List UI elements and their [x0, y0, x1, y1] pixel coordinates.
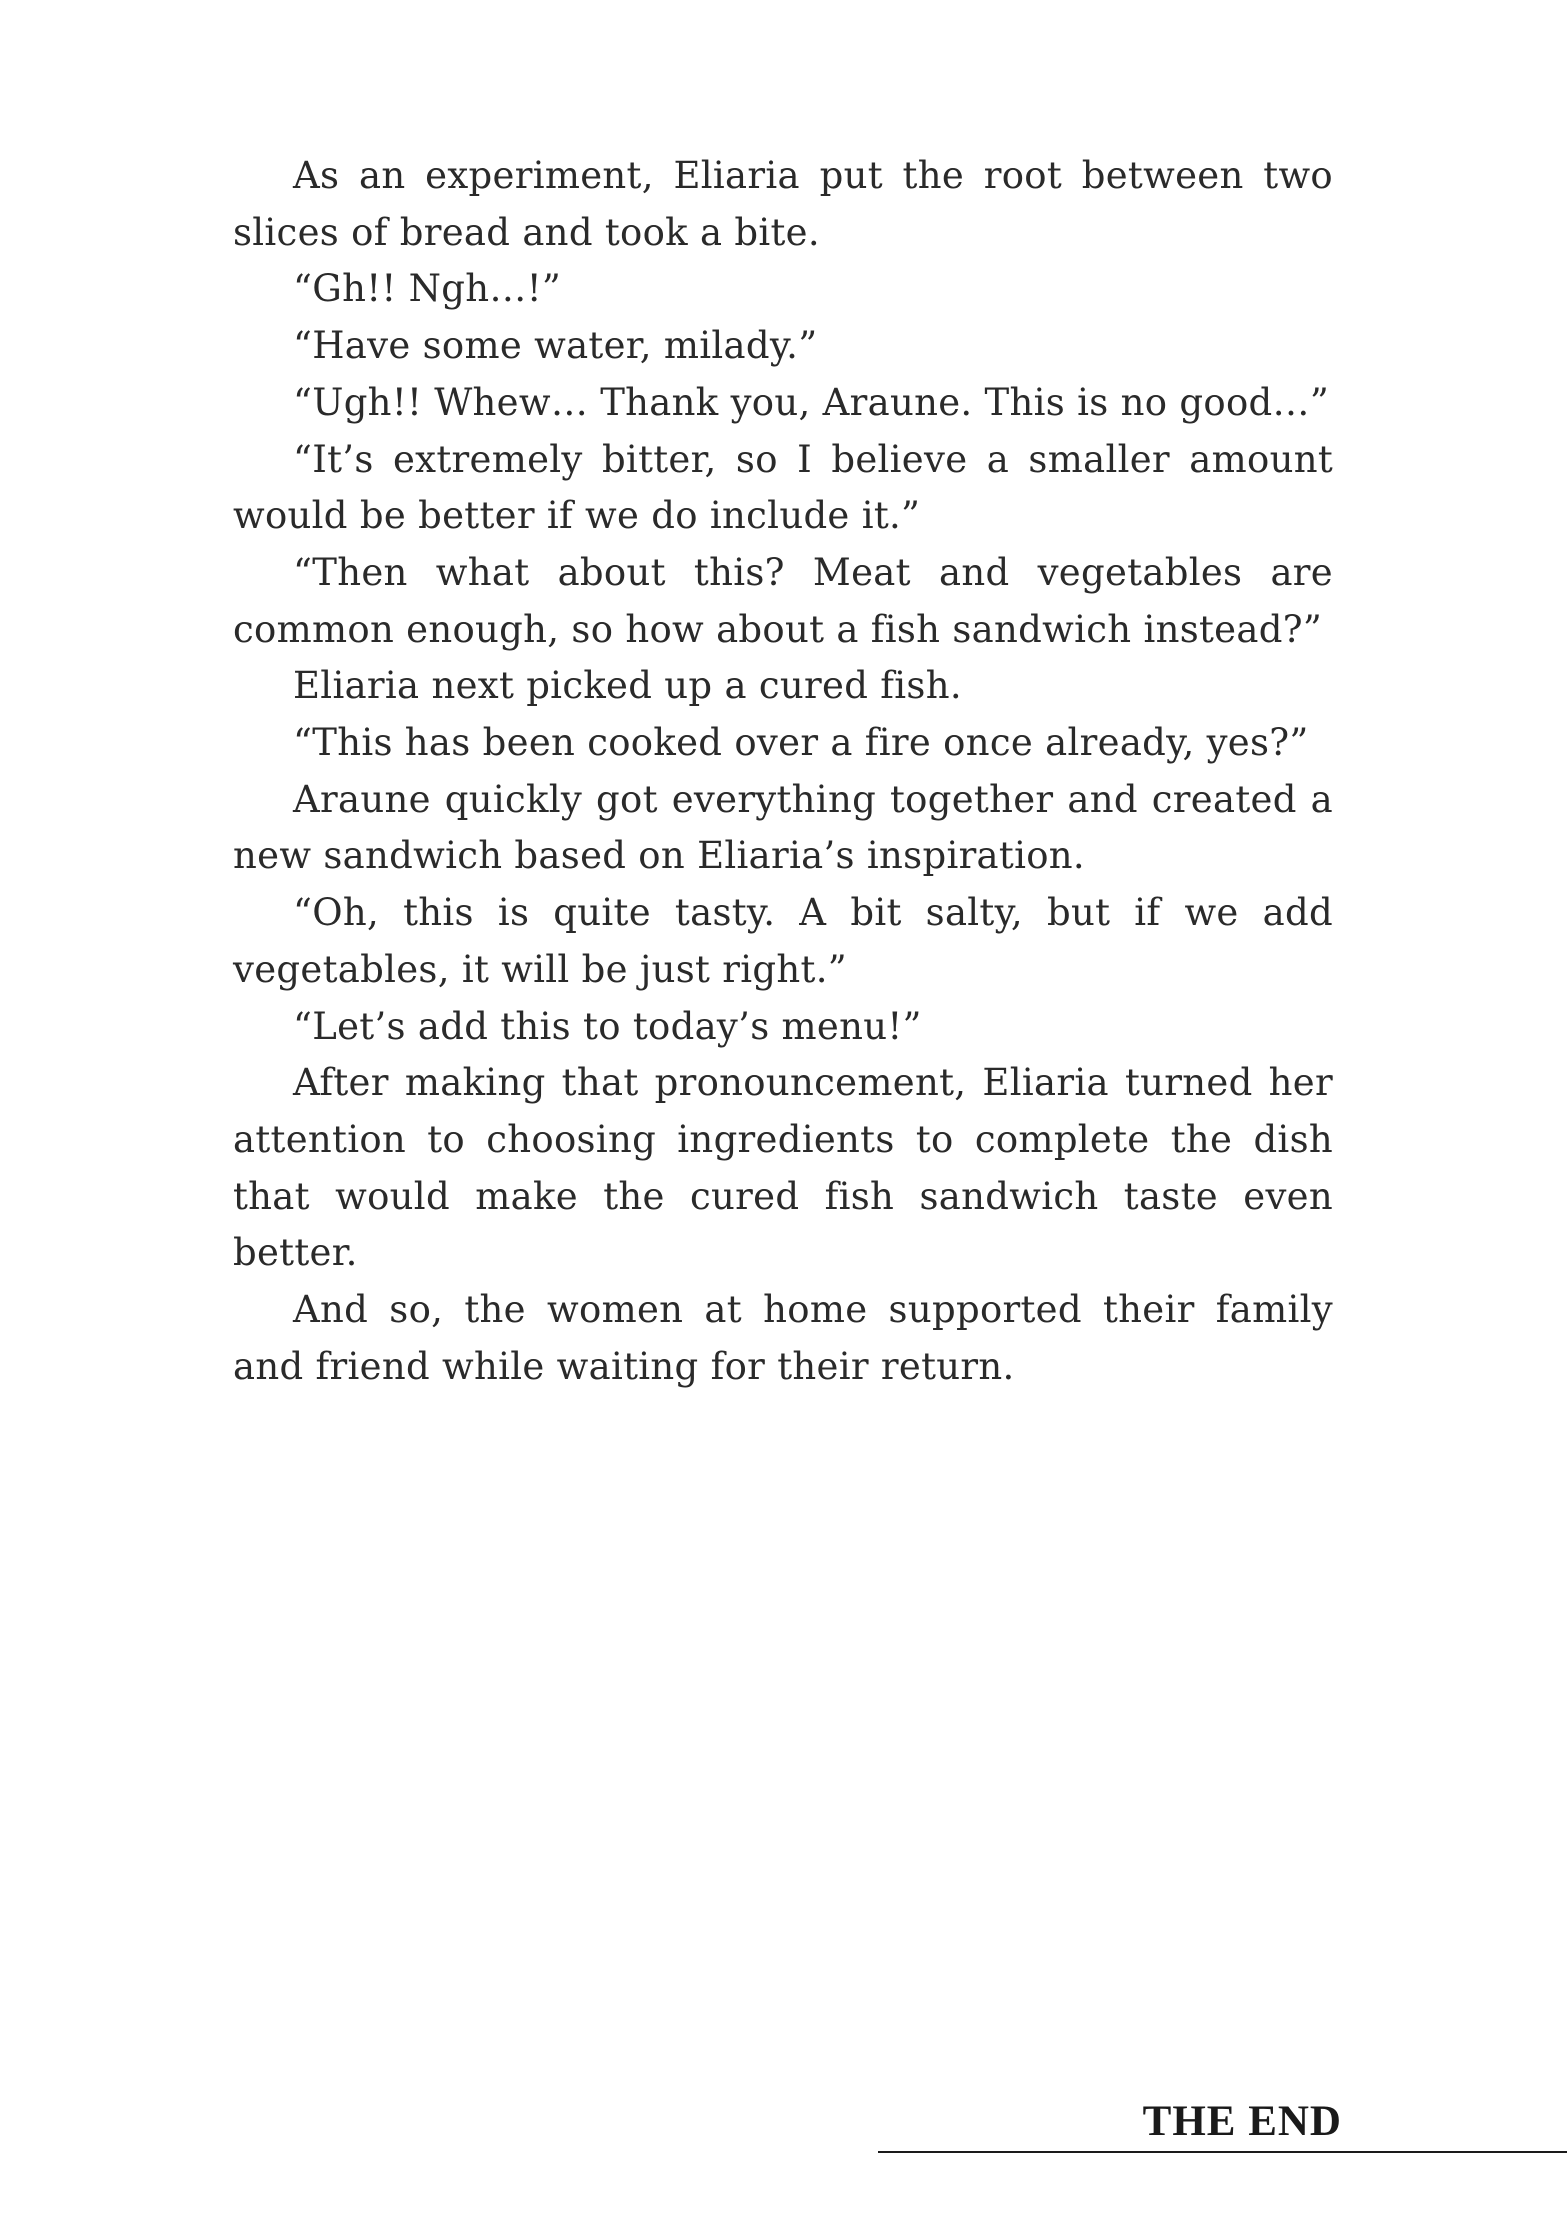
paragraph: As an experiment, Eliaria put the root between two slices of bread and took a bite. — [233, 154, 1333, 254]
paragraph: Eliaria next picked up a cured fish. — [293, 664, 962, 708]
paragraph: “This has been cooked over a fire once already, yes?” — [293, 721, 1309, 765]
paragraph: “It’s extremely bitter, so I believe a smaller amount would be better if we do include it.” — [233, 437, 1333, 538]
paragraph: “Let’s add this to today’s menu!” — [293, 1004, 922, 1048]
end-divider-line — [878, 2151, 1567, 2153]
story-text — [233, 148, 1333, 1395]
paragraph: “Gh!! Ngh…!” — [293, 267, 562, 311]
paragraph: “Have some water, milady.” — [293, 324, 818, 368]
paragraph: “Ugh!! Whew… Thank you, Araune. This is no good…” — [293, 380, 1330, 424]
paragraph: “Oh, this is quite tasty. A bit salty, but if we add vegetables, it will be just right.” — [233, 891, 1333, 991]
paragraph: Araune quickly got everything together and created a new sandwich based on Eliaria’s inspiration. — [233, 777, 1333, 878]
paragraph: After making that pronouncement, Eliaria turned her attention to choosing ingredients to complete the dish that would make the cured fish sandwich taste even better. — [233, 1061, 1333, 1275]
paragraph: “Then what about this? Meat and vegetables are common enough, so how about a fish sandwich instead?” — [233, 550, 1333, 651]
paragraph: And so, the women at home supported their family and friend while waiting for their return. — [233, 1288, 1333, 1388]
the-end-label: THE END — [1142, 2098, 1342, 2145]
